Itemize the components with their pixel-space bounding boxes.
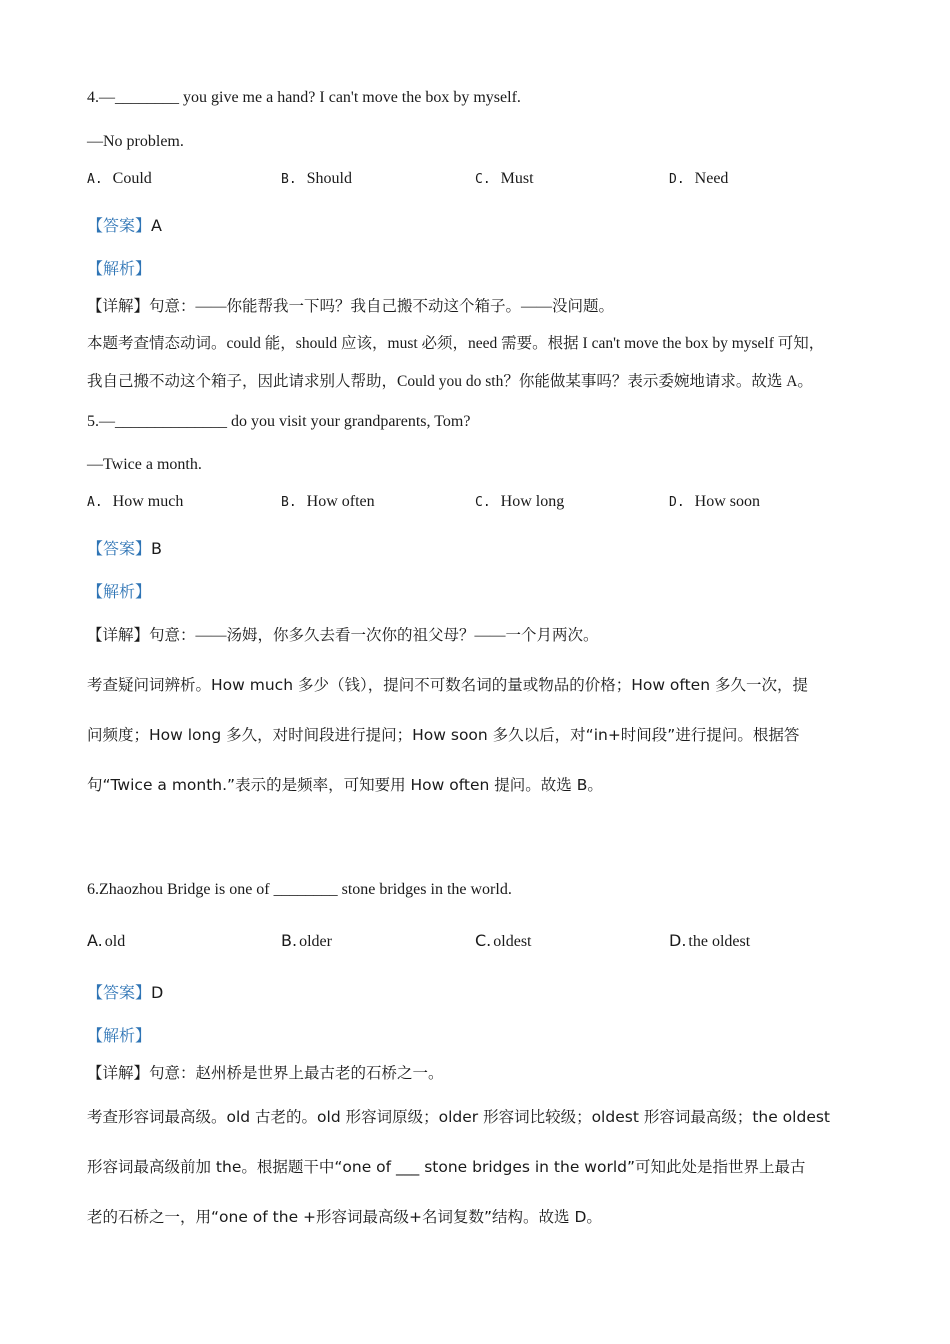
q4-reply: —No problem. (87, 133, 184, 150)
q5-option-c: C. How long (475, 493, 565, 510)
q4-explain-1: 本题考查情态动词。could 能，should 应该，must 必须，need 需要。根据 I can't move the box by myself 可知， (87, 335, 825, 352)
q5-analysis-tag: 【解析】 (87, 582, 152, 601)
q4-option-c: C. Must (475, 170, 534, 187)
q4-option-d: D. Need (669, 170, 729, 187)
q6-stem: 6.Zhaozhou Bridge is one of ________ stone bridges in the world. (87, 881, 512, 898)
q6-option-b: B. older (281, 931, 332, 950)
q5-option-d: D. How soon (669, 493, 760, 510)
q6-option-c: C. oldest (475, 931, 532, 950)
q4-analysis-tag: 【解析】 (87, 259, 152, 278)
q6-explain-2: 形容词最高级前加 the。根据题干中“one of ___ stone bridges in the world”可知此处是指世界上最古 (87, 1158, 806, 1176)
q5-option-a: A. How much (87, 493, 184, 510)
q6-answer: 【答案】D (87, 983, 164, 1002)
q4-detail: 【详解】句意：——你能帮我一下吗？我自己搬不动这个箱子。——没问题。 (87, 298, 615, 315)
q4-stem: 4.—________ you give me a hand? I can't move the box by myself. (87, 89, 521, 106)
q4-answer: 【答案】A (87, 216, 162, 235)
q5-reply: —Twice a month. (87, 456, 202, 473)
q5-answer: 【答案】B (87, 539, 162, 558)
q5-explain-1: 考查疑问词辨析。How much 多少（钱），提问不可数名词的量或物品的价格；How often 多久一次，提 (87, 676, 808, 694)
q6-analysis-tag: 【解析】 (87, 1026, 152, 1045)
q6-detail: 【详解】句意：赵州桥是世界上最古老的石桥之一。 (87, 1065, 444, 1082)
q5-explain-2: 问频度；How long 多久，对时间段进行提问；How soon 多久以后，对“in+时间段”进行提问。根据答 (87, 726, 800, 744)
q4-option-b: B. Should (281, 170, 352, 187)
q5-detail: 【详解】句意：——汤姆，你多久去看一次你的祖父母？——一个月两次。 (87, 627, 599, 644)
q6-explain-1: 考查形容词最高级。old 古老的。old 形容词原级；older 形容词比较级；oldest 形容词最高级；the oldest (87, 1108, 831, 1126)
q5-option-b: B. How often (281, 493, 375, 510)
q6-option-d: D. the oldest (669, 931, 751, 950)
q5-stem: 5.—______________ do you visit your grandparents, Tom? (87, 413, 471, 430)
q4-explain-2: 我自己搬不动这个箱子，因此请求别人帮助，Could you do sth？你能做某事吗？表示委婉地请求。故选 A。 (87, 373, 813, 390)
q4-option-a: A. Could (87, 170, 152, 187)
q5-explain-3: 句“Twice a month.”表示的是频率，可知要用 How often 提问。故选 B。 (87, 776, 603, 794)
q6-explain-3: 老的石桥之一，用“one of the +形容词最高级+名词复数”结构。故选 D。 (87, 1208, 602, 1226)
q6-option-a: A. old (87, 931, 126, 950)
